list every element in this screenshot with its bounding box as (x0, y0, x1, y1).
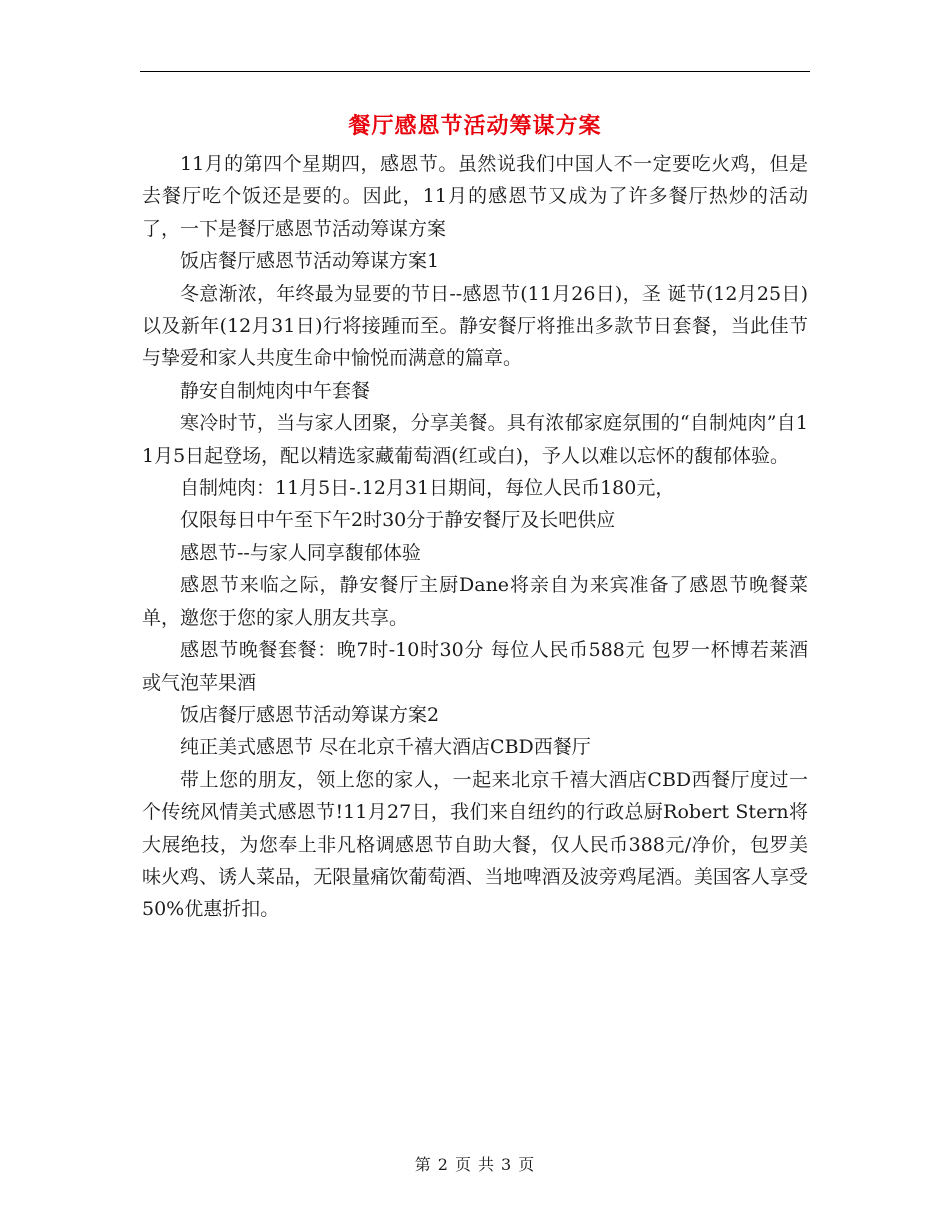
document-body (142, 148, 808, 926)
paragraph-intro: 11月的第四个星期四，感恩节。虽然说我们中国人不一定要吃火鸡，但是去餐厅吃个饭还是要的。因此，11月的感恩节又成为了许多餐厅热炒的活动 了，一下是餐厅感恩节活动筹谋方案 (142, 153, 808, 240)
paragraph-holiday-season: 冬意渐浓，年终最为显要的节日--感恩节(11月26日)，圣 诞节(12月25日)以及新年(12月31日)行将接踵而至。静安餐厅将推出多款节日套餐，当此佳节与挚爱和家人共度生命中愉悦而满意的篇章。 (142, 282, 808, 370)
section-heading-plan-1: 饭店餐厅感恩节活动筹谋方案1 (180, 250, 440, 273)
footer-page-unit: 页 (454, 1155, 472, 1174)
document-title: 餐厅感恩节活动筹谋方案 (348, 113, 602, 139)
paragraph-stew-description: 寒冷时节，当与家人团聚，分享美餐。具有浓郁家庭氛围的“自制炖肉”自11月5日起登场，配以精选家藏葡萄酒(红或白)，予人以难以忘怀的馥郁体验。 (142, 412, 808, 467)
page-footer (0, 1154, 950, 1176)
section-heading-plan-2: 饭店餐厅感恩节活动筹谋方案2 (180, 703, 440, 726)
paragraph-chef-dane: 感恩节来临之际，静安餐厅主厨Dane将亲自为来宾准备了感恩节晚餐菜单，邀您于您的家人朋友共享。 (142, 574, 808, 629)
header-rule (140, 71, 810, 72)
paragraph-dinner-set: 感恩节晚餐套餐：晚7时-10时30分 每位人民币588元 包罗一杯博若莱酒或气泡苹果酒 (142, 639, 808, 694)
paragraph-buffet-details: 带上您的朋友，领上您的家人，一起来北京千禧大酒店CBD西餐厅度过一个传统风情美式感恩节!11月27日，我们来自纽约的行政总厨Robert Stern将大展绝技，为您奉上非凡格调感恩节自助大餐，仅人民币388元/净价，包罗美味火鸡、诱人菜品，无限量痛饮葡萄酒、当地啤酒及波旁鸡尾酒。美国客人享受50%优惠折扣。 (142, 768, 808, 921)
paragraph-stew-price: 自制炖肉：11月5日-.12月31日期间，每位人民币180元， (180, 477, 675, 500)
footer-page-total: 3 (501, 1155, 513, 1174)
footer-total-unit: 页 (518, 1155, 536, 1174)
footer-page-current: 2 (437, 1155, 449, 1174)
footer-total-prefix: 共 (478, 1155, 496, 1174)
subheading-lunch-set: 静安自制炖肉中午套餐 (180, 379, 371, 402)
subheading-american-thanksgiving: 纯正美式感恩节 尽在北京千禧大酒店CBD西餐厅 (180, 736, 591, 759)
footer-page-prefix: 第 (414, 1155, 432, 1174)
subheading-thanksgiving-family: 感恩节--与家人同享馥郁体验 (180, 541, 421, 564)
paragraph-stew-hours: 仅限每日中午至下午2时30分于静安餐厅及长吧供应 (180, 509, 616, 532)
